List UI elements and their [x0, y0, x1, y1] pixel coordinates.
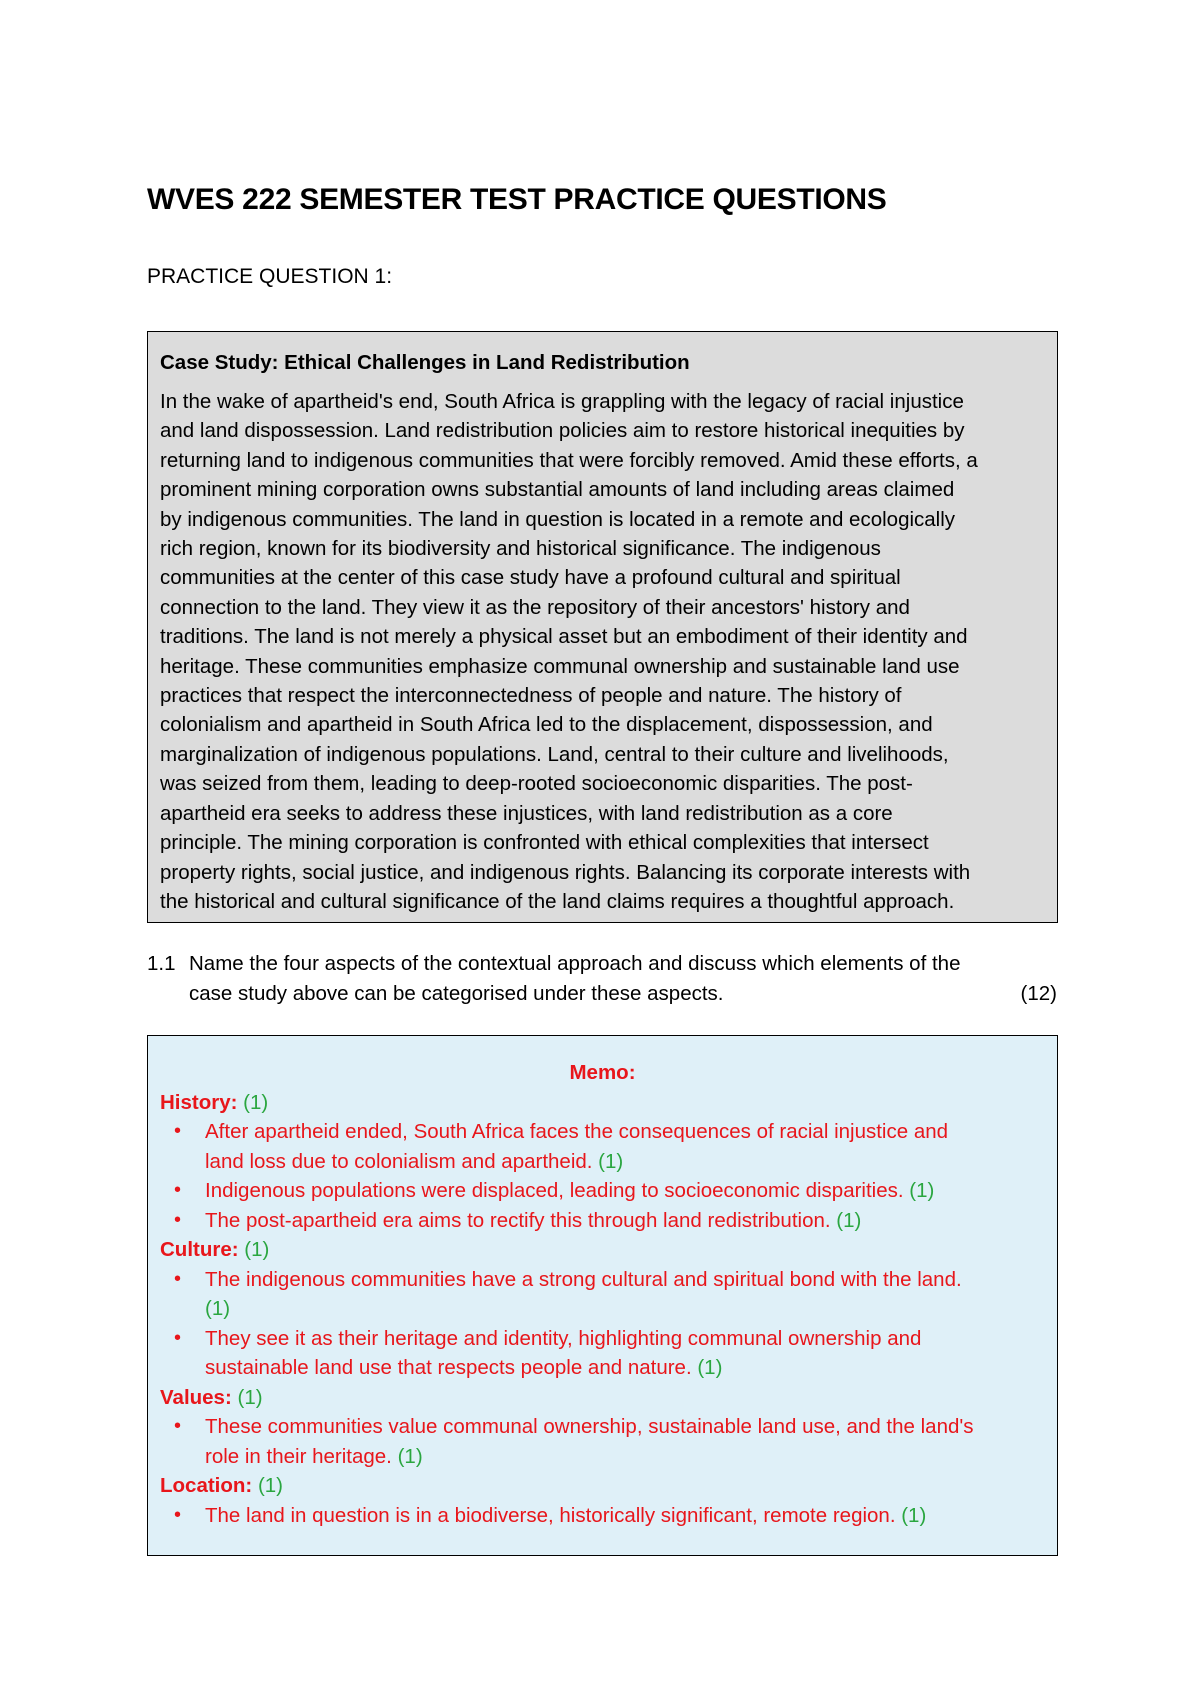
memo-mark: (1) [243, 1090, 269, 1114]
case-study-line: by indigenous communities. The land in question is located in a remote and ecologically [160, 507, 956, 531]
memo-bullet-line: These communities value communal ownership, sustainable land use, and the land's [205, 1415, 974, 1438]
case-study-line: colonialism and apartheid in South Africa led to the displacement, dispossession, and [160, 713, 933, 737]
memo-bullet-line: The post-apartheid era aims to rectify this through land redistribution. [205, 1208, 831, 1232]
memo-bullet-line: The indigenous communities have a strong cultural and spiritual bond with the land. [205, 1267, 962, 1291]
memo-bullet-line: The land in question is in a biodiverse, historically significant, remote region. [205, 1503, 896, 1527]
memo-heading: Values: [160, 1385, 232, 1409]
bullet-icon: • [174, 1179, 182, 1201]
case-study-line: heritage. These communities emphasize communal ownership and sustainable land use [160, 654, 960, 678]
memo-section-history [160, 1088, 1045, 1236]
memo-mark: (1) [697, 1356, 723, 1379]
case-study-line: traditions. The land is not merely a physical asset but an embodiment of their identity and [160, 625, 968, 649]
memo-mark: (1) [205, 1297, 231, 1320]
memo-mark: (1) [836, 1208, 862, 1232]
memo-mark: (1) [909, 1179, 935, 1202]
memo-heading: Location: [160, 1474, 253, 1497]
practice-question-heading: PRACTICE QUESTION 1: [147, 265, 393, 288]
case-study-line: property rights, social justice, and indigenous rights. Balancing its corporate interests with [160, 860, 971, 884]
memo-bullet-line: They see it as their heritage and identity, highlighting communal ownership and [205, 1326, 922, 1350]
question-number: 1.1 [147, 952, 176, 975]
memo-mark: (1) [397, 1444, 423, 1468]
memo-bullet-item [160, 1324, 1045, 1383]
memo-mark: (1) [257, 1474, 284, 1497]
case-study-line: communities at the center of this case study have a profound cultural and spiritual [160, 566, 901, 590]
question-line: case study above can be categorised under these aspects. [189, 981, 724, 1005]
case-study-line: apartheid era seeks to address these injustices, with land redistribution as a core [160, 801, 893, 825]
memo-title: Memo: [569, 1061, 636, 1084]
memo-heading: History: [160, 1090, 238, 1114]
case-study-line: rich region, known for its biodiversity and historical significance. The indigenous [160, 537, 881, 561]
question-1-1 [147, 949, 1057, 1008]
memo-section-location [160, 1471, 1045, 1530]
memo-bullet-item [160, 1501, 1045, 1531]
memo-section-values [160, 1383, 1045, 1472]
memo-mark: (1) [598, 1149, 624, 1173]
memo-bullet-line: After apartheid ended, South Africa faces the consequences of racial injustice and [205, 1120, 949, 1143]
question-marks: (12) [1020, 981, 1057, 1005]
memo-bullet-item [160, 1412, 1045, 1471]
bullet-icon: • [174, 1267, 182, 1290]
memo-bullet-line: Indigenous populations were displaced, leading to socioeconomic disparities. [205, 1179, 904, 1202]
bullet-icon: • [174, 1503, 182, 1526]
bullet-icon: • [174, 1120, 182, 1142]
case-study-line: marginalization of indigenous populations. Land, central to their culture and livelihoods, [160, 742, 949, 766]
memo-heading: Culture: [160, 1238, 239, 1261]
memo-section-culture [160, 1235, 1045, 1383]
bullet-icon: • [174, 1415, 182, 1437]
memo-mark: (1) [901, 1503, 927, 1527]
case-study-line: In the wake of apartheid's end, South Africa is grappling with the legacy of racial injustice [160, 390, 964, 413]
memo-mark: (1) [237, 1385, 263, 1409]
memo-bullet-item [160, 1206, 1045, 1236]
case-study-line: the historical and cultural significance of the land claims requires a thoughtful approach. [160, 889, 955, 913]
question-text [189, 949, 1057, 1008]
case-study-line: returning land to indigenous communities that were forcibly removed. Amid these efforts, a [160, 448, 978, 472]
bullet-icon: • [174, 1326, 182, 1349]
bullet-icon: • [174, 1208, 182, 1231]
case-study-title: Case Study: Ethical Challenges in Land Redistribution [160, 351, 690, 374]
case-study-line: was seized from them, leading to deep-rooted socioeconomic disparities. The post- [160, 772, 913, 796]
case-study-line: connection to the land. They view it as the repository of their ancestors' history and [160, 595, 910, 619]
case-study-body [160, 387, 1045, 916]
memo-bullet-line: sustainable land use that respects people and nature. [205, 1356, 692, 1379]
case-study-line: and land dispossession. Land redistribution policies aim to restore historical inequities by [160, 419, 965, 443]
case-study-line: prominent mining corporation owns substantial amounts of land including areas claimed [160, 478, 955, 502]
memo-bullet-item [160, 1176, 1045, 1206]
case-study-line: practices that respect the interconnectedness of people and nature. The history of [160, 684, 902, 708]
case-study-box [147, 331, 1058, 923]
memo-bullet-item [160, 1117, 1045, 1176]
memo-mark: (1) [244, 1238, 270, 1261]
document-title: WVES 222 SEMESTER TEST PRACTICE QUESTIONS [147, 183, 887, 216]
memo-bullet-line: land loss due to colonialism and apartheid. [205, 1149, 593, 1173]
question-line: Name the four aspects of the contextual approach and discuss which elements of the [189, 952, 961, 975]
case-study-line: principle. The mining corporation is confronted with ethical complexities that intersect [160, 831, 929, 855]
memo-box [147, 1035, 1058, 1556]
memo-bullet-line: role in their heritage. [205, 1444, 392, 1468]
memo-bullet-item [160, 1265, 1045, 1324]
